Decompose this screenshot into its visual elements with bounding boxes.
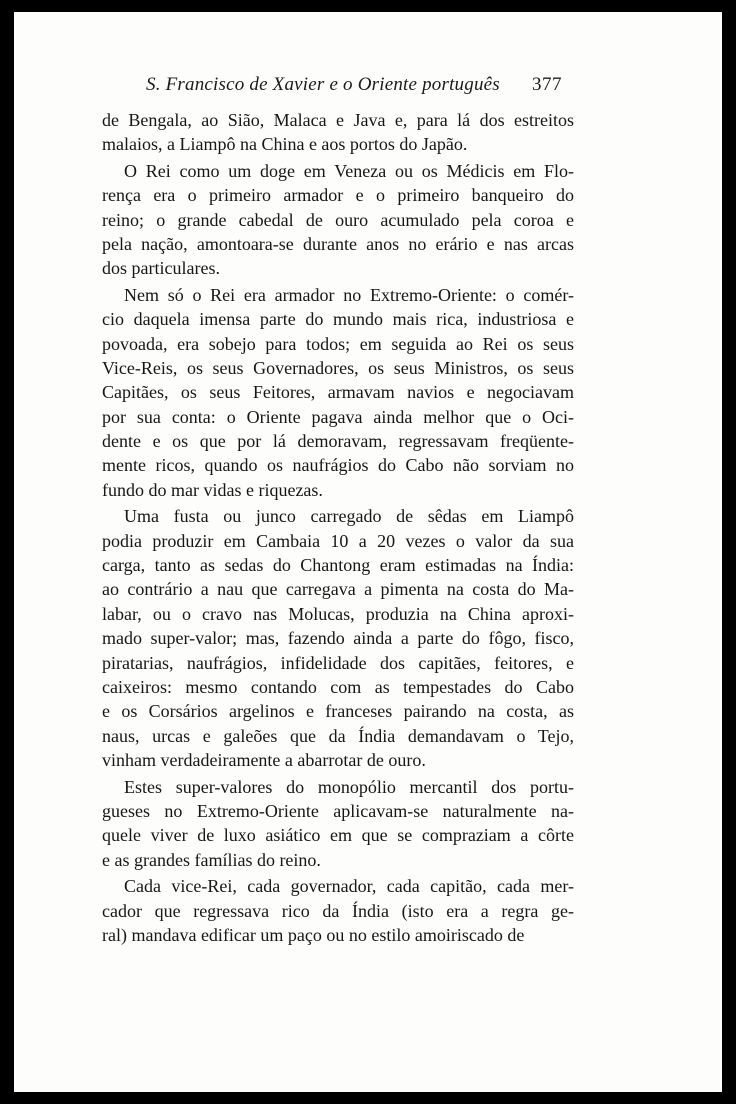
text-line: e as grandes famílias do reino. xyxy=(102,849,321,870)
text-line: Capitães, os seus Feitores, armavam navios e negociavam xyxy=(102,382,574,403)
book-page xyxy=(14,12,722,1092)
text-line: caixeiros: mesmo contando com as tempestades do Cabo xyxy=(102,676,574,697)
text-line: Nem só o Rei era armador no Extremo-Oriente: o comér- xyxy=(124,284,574,305)
text-line: cio daquela imensa parte do mundo mais rica, industriosa e xyxy=(102,309,574,330)
paragraph xyxy=(102,159,574,281)
text-line: malaios, a Liampô na China e aos portos do Japão. xyxy=(102,134,468,155)
text-line: Vice-Reis, os seus Governadores, os seus Ministros, os seus xyxy=(102,357,574,378)
text-line: mado super-valor; mas, fazendo ainda a parte do fôgo, fisco, xyxy=(102,628,574,649)
paragraph xyxy=(102,108,574,157)
text-line: carga, tanto as sedas do Chantong eram estimadas na Índia: xyxy=(102,555,574,576)
text-line: Cada vice-Rei, cada governador, cada capitão, cada mer- xyxy=(124,876,574,897)
text-line: e os Corsários argelinos e franceses pairando na costa, as xyxy=(102,701,574,722)
text-line: vinham verdadeiramente a abarrotar de ouro. xyxy=(102,750,426,771)
paragraph xyxy=(102,504,574,772)
text-line: podia produzir em Cambaia 10 a 20 vezes o valor da sua xyxy=(102,530,574,551)
page-header xyxy=(14,74,722,102)
text-line: dos particulares. xyxy=(102,258,220,279)
text-line: naus, urcas e galeões que da Índia demandavam o Tejo, xyxy=(102,725,574,746)
text-line: cador que regressava rico da Índia (isto era a regra ge- xyxy=(102,900,574,921)
text-line: Estes super-valores do monopólio mercantil dos portu- xyxy=(124,776,574,797)
text-line: gueses no Extremo-Oriente aplicavam-se naturalmente na- xyxy=(102,800,574,821)
text-line: ral) mandava edificar um paço ou no estilo amoiriscado de xyxy=(102,924,525,945)
text-line: reino; o grande cabedal de ouro acumulado pela coroa e xyxy=(102,209,574,230)
text-line: dente e os que por lá demoravam, regressavam freqüente- xyxy=(102,431,574,452)
text-line: quele viver de luxo asiático em que se compraziam a côrte xyxy=(102,825,574,846)
text-line: de Bengala, ao Sião, Malaca e Java e, para lá dos estreitos xyxy=(102,110,574,130)
text-line: O Rei como um doge em Veneza ou os Médicis em Flo- xyxy=(124,160,574,181)
text-line: ao contrário a nau que carregava a pimenta na costa do Ma- xyxy=(102,579,574,600)
text-line: pela nação, amontoara-se durante anos no erário e nas arcas xyxy=(102,233,574,254)
text-line: por sua conta: o Oriente pagava ainda melhor que o Oci- xyxy=(102,406,574,427)
text-line: Uma fusta ou junco carregado de sêdas em Liampô xyxy=(124,506,574,527)
text-line: labar, ou o cravo nas Molucas, produzia na China aproxi- xyxy=(102,603,574,624)
text-line: povoada, era sobejo para todos; em seguida ao Rei os seus xyxy=(102,333,574,354)
paragraph xyxy=(102,283,574,503)
page-number: 377 xyxy=(532,74,562,95)
text-line: fundo do mar vidas e riquezas. xyxy=(102,479,323,500)
paragraph xyxy=(102,874,574,947)
running-title: S. Francisco de Xavier e o Oriente português xyxy=(146,74,500,95)
text-line: piratarias, naufrágios, infidelidade dos capitães, feitores, e xyxy=(102,652,574,673)
text-line: rença era o primeiro armador e o primeiro banqueiro do xyxy=(102,185,574,206)
text-line: mente ricos, quando os naufrágios do Cabo não sorviam no xyxy=(102,455,574,476)
paragraph xyxy=(102,775,574,873)
body-text xyxy=(102,108,574,947)
